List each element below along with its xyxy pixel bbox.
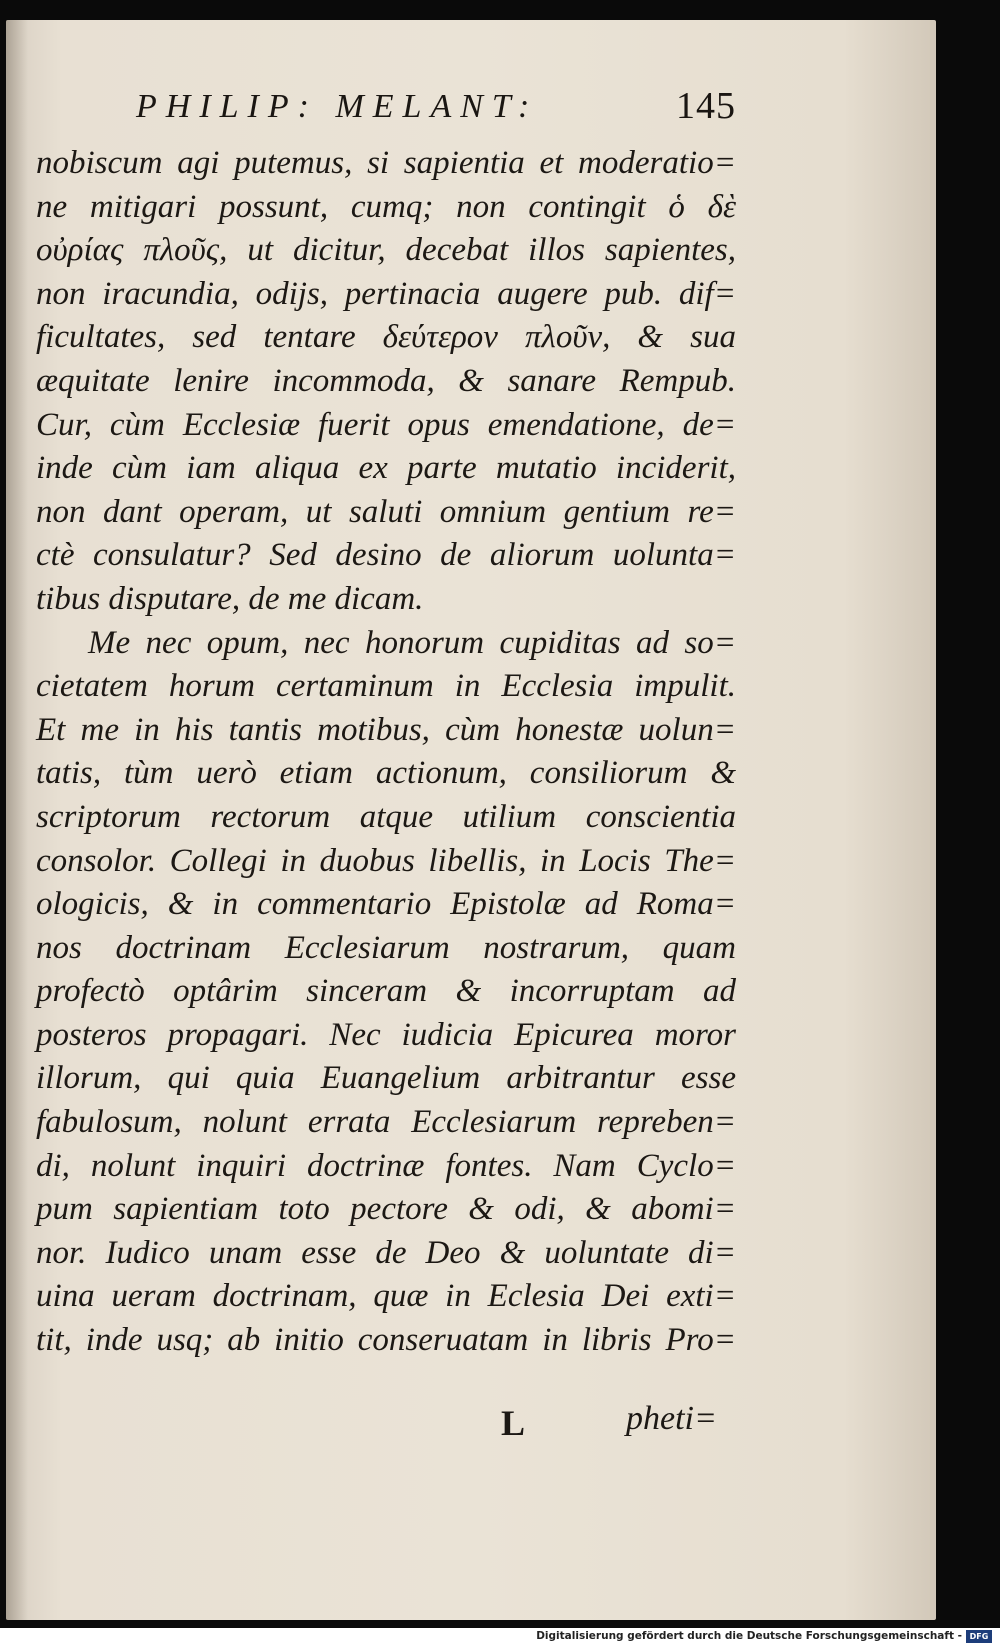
page-number: 145 bbox=[676, 85, 736, 127]
text-line: ctè consulatur? Sed desino de aliorum uolunta= bbox=[36, 537, 736, 574]
running-head-title: PHILIP: MELANT: bbox=[136, 88, 539, 125]
text-line: inde cùm iam aliqua ex parte mutatio inciderit, bbox=[36, 450, 736, 487]
text-line: tit, inde usq; ab initio conseruatam in libris Pro= bbox=[36, 1322, 736, 1359]
text-line: tatis, tùm uerò etiam actionum, consiliorum & bbox=[36, 755, 736, 792]
text-line: di, nolunt inquiri doctrinæ fontes. Nam Cyclo= bbox=[36, 1147, 736, 1184]
text-line: uina ueram doctrinam, quæ in Eclesia Dei exti= bbox=[36, 1278, 736, 1315]
text-line: æquitate lenire incommoda, & sanare Rempub. bbox=[36, 362, 736, 399]
text-line: nobiscum agi putemus, si sapientia et moderatio= bbox=[36, 145, 736, 181]
text-line: fabulosum, nolunt errata Ecclesiarum repreben= bbox=[36, 1104, 736, 1141]
text-line: Et me in his tantis motibus, cùm honestæ uolun= bbox=[36, 711, 736, 748]
text-line: posteros propagari. Nec iudicia Epicurea moror bbox=[36, 1016, 736, 1053]
body-text bbox=[36, 142, 736, 1363]
text-line: nor. Iudico unam esse de Deo & uoluntate di= bbox=[36, 1234, 736, 1271]
running-head bbox=[136, 85, 736, 138]
text-line: nos doctrinam Ecclesiarum nostrarum, quam bbox=[36, 929, 736, 966]
funding-credit: Digitalisierung gefördert durch die Deutsche Forschungsgemeinschaft - bbox=[536, 1630, 962, 1642]
digitization-footer bbox=[0, 1628, 1000, 1646]
signature-mark: L bbox=[501, 1403, 526, 1443]
text-line: illorum, qui quia Euangelium arbitrantur esse bbox=[36, 1060, 736, 1097]
text-line: ne mitigari possunt, cumq; non contingit ὁ δὲ bbox=[36, 188, 736, 225]
text-line: ficultates, sed tentare δεύτερον πλοῦν, & sua bbox=[36, 319, 736, 356]
text-line: ologicis, & in commentario Epistolæ ad Roma= bbox=[36, 886, 736, 923]
text-line: non iracundia, odijs, pertinacia augere pub. dif= bbox=[36, 275, 736, 312]
text-line: non dant operam, ut saluti omnium gentium re= bbox=[36, 493, 736, 530]
text-line: cietatem horum certaminum in Ecclesia impulit. bbox=[36, 668, 736, 705]
text-line: tibus disputare, de me dicam. bbox=[36, 580, 424, 617]
gutter-shadow bbox=[6, 20, 28, 1620]
text-line: pum sapientiam toto pectore & odi, & abomi= bbox=[36, 1191, 736, 1228]
text-line: scriptorum rectorum atque utilium conscientia bbox=[36, 798, 736, 835]
text-line: profectò optârim sinceram & incorruptam ad bbox=[36, 973, 736, 1010]
text-line: consolor. Collegi in duobus libellis, in Locis The= bbox=[36, 842, 736, 879]
catchword: pheti= bbox=[626, 1400, 717, 1437]
text-line: Me nec opum, nec honorum cupiditas ad so= bbox=[88, 624, 736, 661]
book-page bbox=[6, 20, 936, 1620]
dfg-logo: DFG bbox=[966, 1630, 992, 1643]
text-line: Cur, cùm Ecclesiæ fuerit opus emendatione, de= bbox=[36, 406, 736, 443]
text-line: οὐρίας πλοῦς, ut dicitur, decebat illos sapientes, bbox=[36, 232, 736, 269]
